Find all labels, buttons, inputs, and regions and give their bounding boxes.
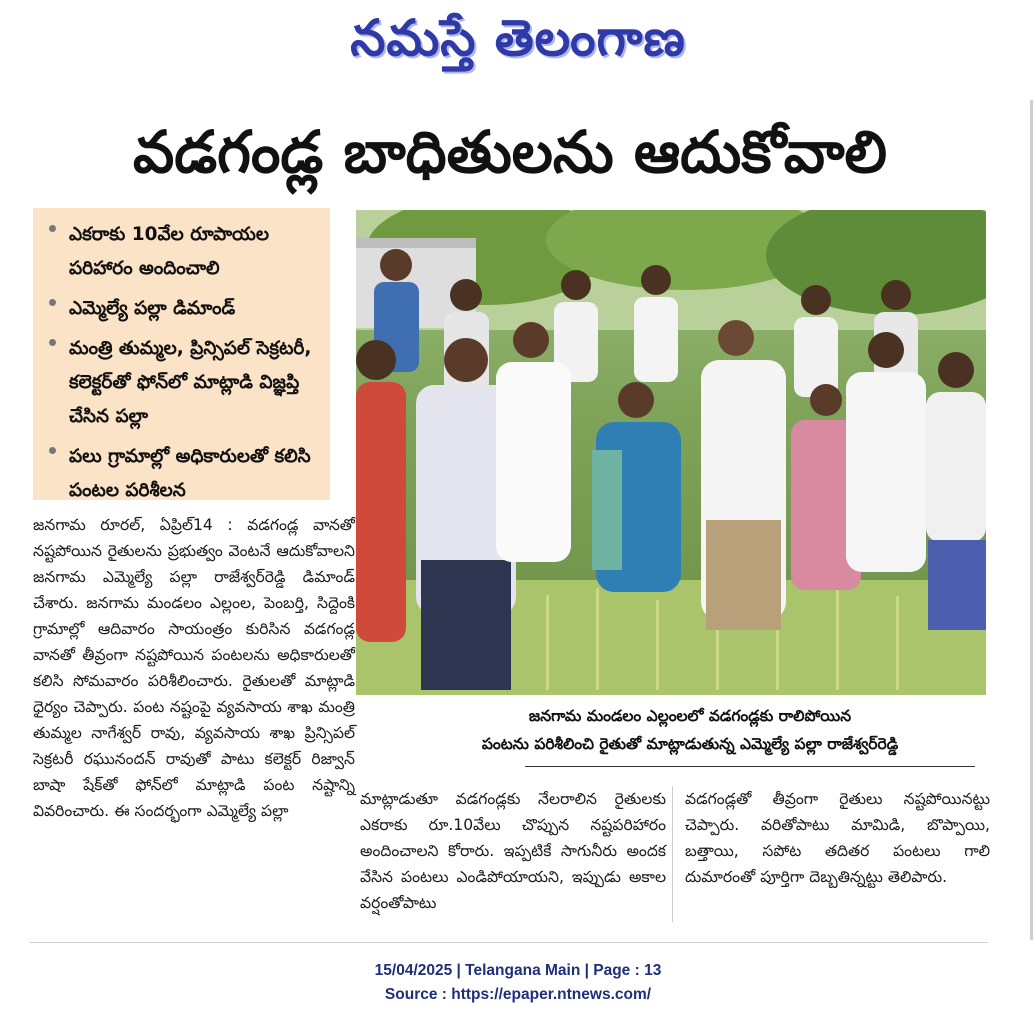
article-column-2: మాట్లాడుతూ వడగండ్లకు నేలరాలిన రైతులకు ఎకరాకు రూ.10వేలు చొప్పున నష్టపరిహారం అందించాలని కోరారు. ఇప్పటికే సాగునీరు అందక వేసిన పంటలు ఎండిపోయాయని, ఇప్పుడు అకాల వర్షంతోపాటు — [360, 790, 666, 912]
highlight-item — [47, 440, 322, 508]
highlight-text: మంత్రి తుమ్మల, ప్రిన్సిపల్ సెక్రటరీ, కలెక్టర్‌తో ఫోన్‌లో మాట్లాడి విజ్ఞప్తి చేసిన పల్లా — [69, 338, 312, 427]
page-edge-rule — [1030, 100, 1033, 940]
column-divider — [672, 786, 673, 922]
footer-date-line: 15/04/2025 | Telangana Main | Page : 13 — [374, 962, 662, 979]
highlight-item — [47, 332, 322, 434]
article-column-3: వడగండ్లతో తీవ్రంగా రైతులు నష్టపోయినట్టు చెప్పారు. వరితోపాటు మామిడి, బొప్పాయి, బత్తాయి, సపోట తదితర పంటలు గాలి దుమారంతో పూర్తిగా దెబ్బతిన్నట్టు తెలిపారు. — [685, 790, 990, 886]
footer-source-link[interactable]: Source : https://epaper.ntnews.com/ — [384, 986, 652, 1003]
bullet-icon — [49, 339, 56, 346]
caption-line-1: జనగామ మండలం ఎల్లంలలో వడగండ్లకు రాలిపోయిన — [528, 707, 852, 725]
bullet-icon — [49, 225, 56, 232]
headline: వడగండ్ల బాధితులను ఆదుకోవాలి — [132, 118, 888, 186]
highlight-text: పలు గ్రామాల్లో అధికారులతో కలిసి పంటల పరిశీలన — [69, 446, 311, 501]
masthead-logo: నమస్తే తెలంగాణ — [350, 8, 686, 67]
caption-rule — [525, 766, 975, 767]
bullet-icon — [49, 299, 56, 306]
highlight-text: ఎమ్మెల్యే పల్లా డిమాండ్ — [69, 298, 236, 319]
caption-line-2: పంటను పరిశీలించి రైతుతో మాట్లాడుతున్న ఎమ్మెల్యే పల్లా రాజేశ్వర్‌రెడ్డి — [481, 735, 899, 753]
highlight-item — [47, 292, 322, 326]
article-column-1: జనగామ రూరల్, ఏప్రిల్14 : వడగండ్ల వానతో నష్టపోయిన రైతులను ప్రభుత్వం వెంటనే ఆదుకోవాలని జనగామ ఎమ్మెల్యే పల్లా రాజేశ్వర్‌రెడ్డి డిమాండ్ చేశారు. జనగామ మండలం ఎల్లంల, పెంబర్తి, సిద్దెంకి గ్రామాల్లో ఆదివారం సాయంత్రం కురిసిన వడగండ్ల వానతో తీవ్రంగా నష్టపోయిన పంటలను అధికారులతో కలిసి సోమవారం పరిశీలించారు. రైతులతో మాట్లాడి ధైర్యం చెప్పారు. పంట నష్టంపై వ్యవసాయ శాఖ మంత్రి తుమ్మల నాగేశ్వర్ రావు, వ్యవసాయ శాఖ ప్రిన్సిపల్ సెక్రటరీ రఘునందన్ రావుతో పాటు కలెక్టర్ రిజ్వాన్ బాషా షేక్‌తో ఫోన్‌లో మాట్లాడి పంట నష్టాన్ని వివరించారు. ఈ సందర్భంగా ఎమ్మెల్యే పల్లా — [33, 516, 355, 820]
highlight-text: ఎకరాకు 10వేల రూపాయల పరిహారం అందించాలి — [69, 224, 269, 279]
highlight-item — [47, 218, 322, 286]
photo-caption — [440, 702, 940, 758]
footer-rule — [30, 942, 988, 943]
bullet-icon — [49, 447, 56, 454]
photo-illustration — [356, 210, 986, 695]
highlights-box — [33, 208, 330, 500]
news-photo — [356, 210, 986, 695]
